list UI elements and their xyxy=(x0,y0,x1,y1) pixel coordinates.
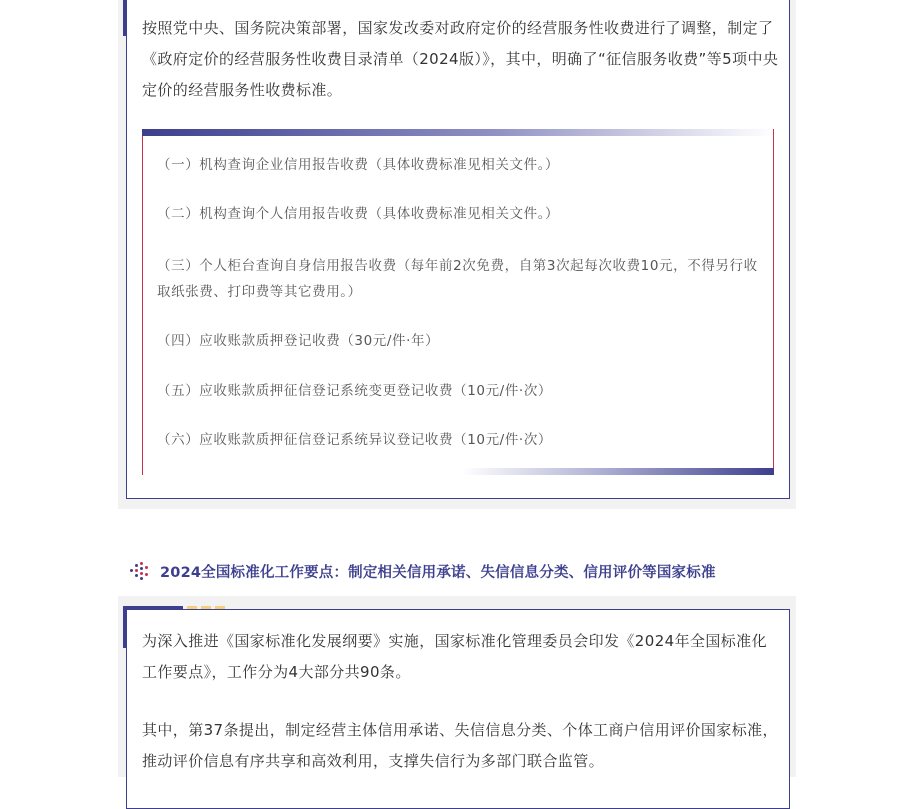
fee-item-6: （六）应收账款质押征信登记系统异议登记收费（10元/件·次） xyxy=(157,432,553,448)
fee-item-4: （四）应收账款质押登记收费（30元/件·年） xyxy=(157,333,440,349)
section2-title: 2024全国标准化工作要点：制定相关信用承诺、失信信息分类、信用评价等国家标准 xyxy=(160,564,716,581)
section2-top-accent xyxy=(123,606,183,610)
section1-accent-bar xyxy=(123,0,127,36)
gold-dash-3 xyxy=(215,606,225,609)
section2-accent-bar xyxy=(123,606,127,648)
fee-item-3: （三）个人柜台查询自身信用报告收费（每年前2次免费，自第3次起每次收费10元，不得另行收取纸张费、打印费等其它费用。） xyxy=(157,258,758,300)
section2-para2: 其中，第37条提出，制定经营主体信用承诺、失信信息分类、个体工商户信用评价国家标准，推动评价信息有序共享和高效利用，支撑失信行为多部门联合监管。 xyxy=(142,721,778,770)
dots-grid-icon xyxy=(130,562,148,580)
fee-item-2: （二）机构查询个人信用报告收费（具体收费标准见相关文件。） xyxy=(157,206,560,222)
fee-item-1: （一）机构查询企业信用报告收费（具体收费标准见相关文件。） xyxy=(157,157,560,173)
section2-para1: 为深入推进《国家标准化发展纲要》实施，国家标准化管理委员会印发《2024年全国标准化工作要点》，工作分为4大部分共90条。 xyxy=(142,632,767,681)
section2-heading xyxy=(130,558,716,584)
gold-dash-1 xyxy=(187,606,197,609)
fee-item-5: （五）应收账款质押征信登记系统变更登记收费（10元/件·次） xyxy=(157,383,553,399)
gold-dash-2 xyxy=(201,606,211,609)
section1-intro: 按照党中央、国务院决策部署，国家发改委对政府定价的经营服务性收费进行了调整，制定了《政府定价的经营服务性收费目录清单（2024版）》，其中，明确了“征信服务收费”等5项中央定价的经营服务性收费标准。 xyxy=(142,19,779,99)
fee-list-bottom-border xyxy=(462,468,774,475)
